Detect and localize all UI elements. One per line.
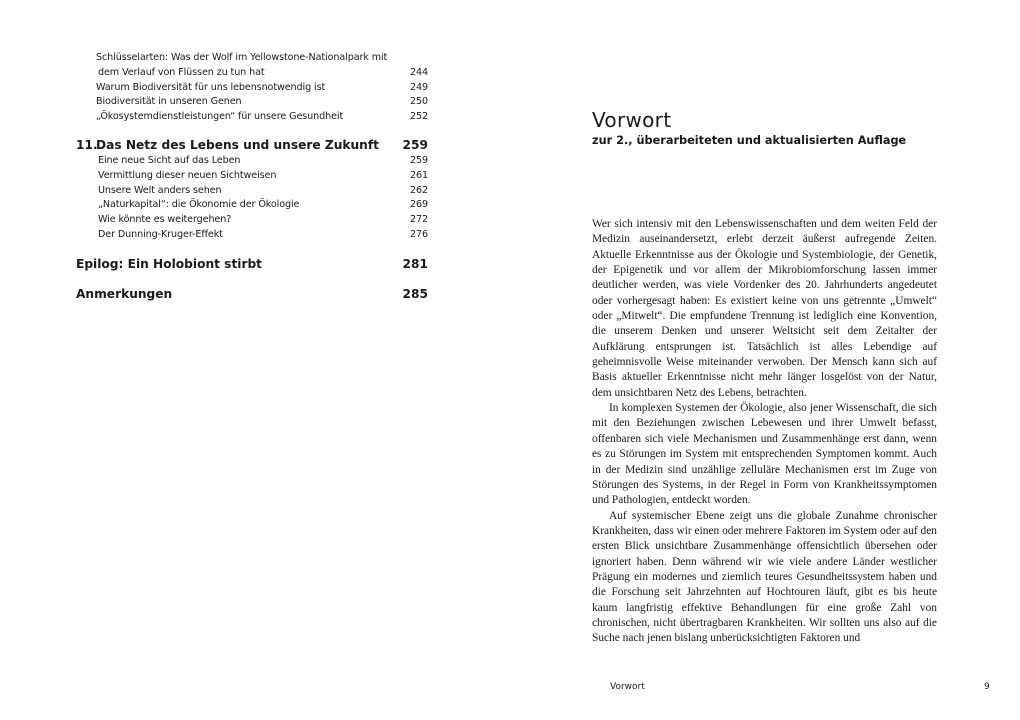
paragraph: Wer sich intensiv mit den Lebenswissenschaften und dem weiten Feld der Medizin auseinandersetzt, erlebt derzeit äußerst aufregende Zeiten. Aktuelle Erkenntnisse aus der Ökologie und Systembiologie, der Genetik, der Epigenetik und vor allem der Mikrobiomforschung lassen immer deutlicher werden, was viele Vordenker des 20. Jahrhunderts angedeutet oder vorhergesagt haben: Es existiert keine von uns getrennte „Umwelt“ oder „Mitwelt“. Die empfundene Trennung ist lediglich eine Konvention, die unserem Denken und unserer Weltsicht seit dem Zeitalter der Aufklärung entsprungen ist. Tatsächlich ist alles Lebendige auf geheimnisvolle Weise miteinander verwoben. Der Mensch kann sich auf Basis aktueller Erkenntnisse nicht mehr länger losgelöst von der Natur, dem unsichtbaren Netz des Lebens, betrachten. (592, 218, 937, 399)
toc-entry (76, 214, 428, 229)
toc-entry-page: 261 (409, 169, 428, 181)
toc-entry-title: Unsere Welt anders sehen (98, 184, 222, 196)
toc-entry (76, 82, 428, 97)
toc-entry-title: Der Dunning-Kruger-Effekt (98, 229, 223, 240)
toc-entry (76, 170, 428, 185)
toc-anmerkungen-page: 285 (402, 287, 428, 301)
toc-entry (76, 229, 428, 244)
toc-entry-page: 276 (409, 229, 428, 240)
toc-anmerkungen (76, 287, 428, 305)
page-number: 9 (984, 682, 990, 692)
toc-entry (76, 96, 428, 111)
preface-body (592, 217, 937, 647)
toc-epilog-title: Epilog: Ein Holobiont stirbt (76, 257, 263, 271)
toc-entry-title: Biodiversität in unseren Genen (96, 96, 242, 108)
right-page (510, 0, 1020, 720)
toc-entry (76, 52, 428, 67)
paragraph: Auf systemischer Ebene zeigt uns die globale Zunahme chronischer Krankheiten, dass wir einen oder mehrere Faktoren im System oder auf den ersten Blick unsichtbare Zusammenhänge offensichtlich übersehen oder ignoriert haben. Denn während wir wie viele andere Länder westlicher Prägung ein modernes und ziemlich teures Gesundheitssystem haben und die Forschung seit Jahrzehnten auf Hochtouren läuft, gibt es bis heute kaum langfristig effektive Behandlungen für eine große Zahl von chronischen, nicht übertragbaren Krankheiten. Wir sollten uns also auf die Suche nach jenen bislang unberücksichtigten Faktoren und (592, 509, 937, 645)
toc-entry-title: dem Verlauf von Flüssen zu tun hat (98, 66, 265, 78)
toc-entry-title: Vermittlung dieser neuen Sichtweisen (98, 169, 277, 181)
toc-epilog (76, 257, 428, 275)
toc-entry-title: Warum Biodiversität für uns lebensnotwendig ist (96, 81, 326, 93)
toc-entry (76, 199, 428, 214)
toc-entry-page: 269 (409, 199, 428, 211)
page-subtitle: zur 2., überarbeiteten und aktualisierten Auflage (592, 134, 907, 147)
toc-chapter-title: Das Netz des Lebens und unsere Zukunft (96, 138, 379, 152)
toc-chapter-page: 259 (402, 138, 428, 152)
toc-chapter-number: 11. (76, 138, 98, 152)
toc-entry-page: 259 (409, 155, 428, 166)
toc-entry-page: 249 (409, 81, 428, 93)
toc-entry-page: 272 (409, 214, 428, 226)
toc-entry (76, 111, 428, 126)
paragraph: In komplexen Systemen der Ökologie, also jener Wissenschaft, die sich mit den Beziehungen zwischen Lebewesen und ihrer Umwelt befasst, offenbaren sich viele Mechanismen und Zusammenhänge erst dann, wenn es zu Störungen im System mit entsprechenden Symptomen kommt. Auch in der Medizin sind unzählige zelluläre Mechanismen erst im Zuge von Störungen des Systems, in der Regel in Form von Krankheitssymptomen und Pathologien, entdeckt worden. (592, 402, 937, 507)
toc-entry (76, 185, 428, 200)
toc-entry-page: 250 (409, 96, 428, 108)
running-footer-title: Vorwort (610, 682, 645, 692)
toc-entry-page: 262 (409, 184, 428, 196)
toc-anmerkungen-title: Anmerkungen (76, 287, 173, 301)
page-title: Vorwort (592, 108, 672, 132)
toc-entry-title: „Ökosystemdienstleistungen“ für unsere Gesundheit (96, 111, 344, 123)
toc-entry-page: 252 (409, 111, 428, 123)
toc-chapter-11 (76, 138, 428, 156)
toc-entry (76, 67, 428, 82)
toc-entry-title: Eine neue Sicht auf das Leben (98, 155, 241, 166)
toc-epilog-page: 281 (402, 257, 428, 271)
toc-entry-page: 244 (409, 66, 428, 78)
toc-entry-title: „Naturkapital“: die Ökonomie der Ökologie (98, 199, 300, 211)
toc-entry-title: Wie könnte es weitergehen? (98, 214, 232, 226)
toc-entry-title: Schlüsselarten: Was der Wolf im Yellowstone-Nationalpark mit (96, 52, 388, 63)
toc-entry (76, 155, 428, 170)
